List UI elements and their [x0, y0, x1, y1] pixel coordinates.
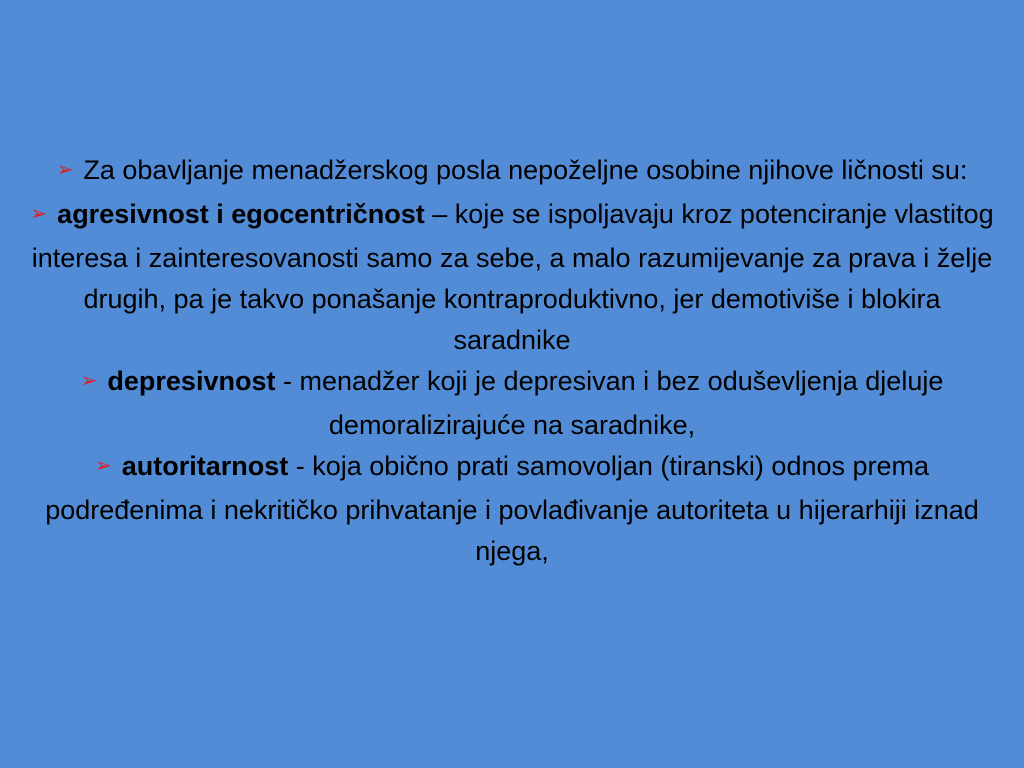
bullet-item [30, 446, 994, 572]
bullet-item [30, 194, 994, 361]
arrow-bullet-icon: ➢ [94, 455, 112, 477]
bullet-term: autoritarnost [121, 451, 289, 481]
arrow-bullet-icon: ➢ [30, 203, 48, 225]
bullet-item [30, 361, 994, 446]
slide-content [30, 150, 994, 572]
bullet-term: depresivnost [107, 366, 276, 396]
bullet-text: - koja obično prati samovoljan (tiranski) odnos prema podređenima i nekritičko prihvatanje i povlađivanje autoriteta u hijerarhiji iznad njega, [45, 451, 979, 566]
arrow-bullet-icon: ➢ [80, 370, 98, 392]
bullet-text: – koje se ispoljavaju kroz potenciranje vlastitog interesa i zainteresovanosti samo za sebe, a malo razumijevanje za prava i želje drugih, pa je takvo ponašanje kontraproduktivno, jer demotiviše i blokira saradnike [31, 199, 994, 355]
bullet-text: Za obavljanje menadžerskog posla nepoželjne osobine njihove ličnosti su: [83, 155, 968, 185]
arrow-bullet-icon: ➢ [56, 159, 74, 181]
bullet-text: - menadžer koji je depresivan i bez oduševljenja djeluje demoralizirajuće na saradnike, [275, 366, 944, 440]
bullet-item [30, 150, 994, 194]
bullet-term: agresivnost i egocentričnost [57, 199, 425, 229]
